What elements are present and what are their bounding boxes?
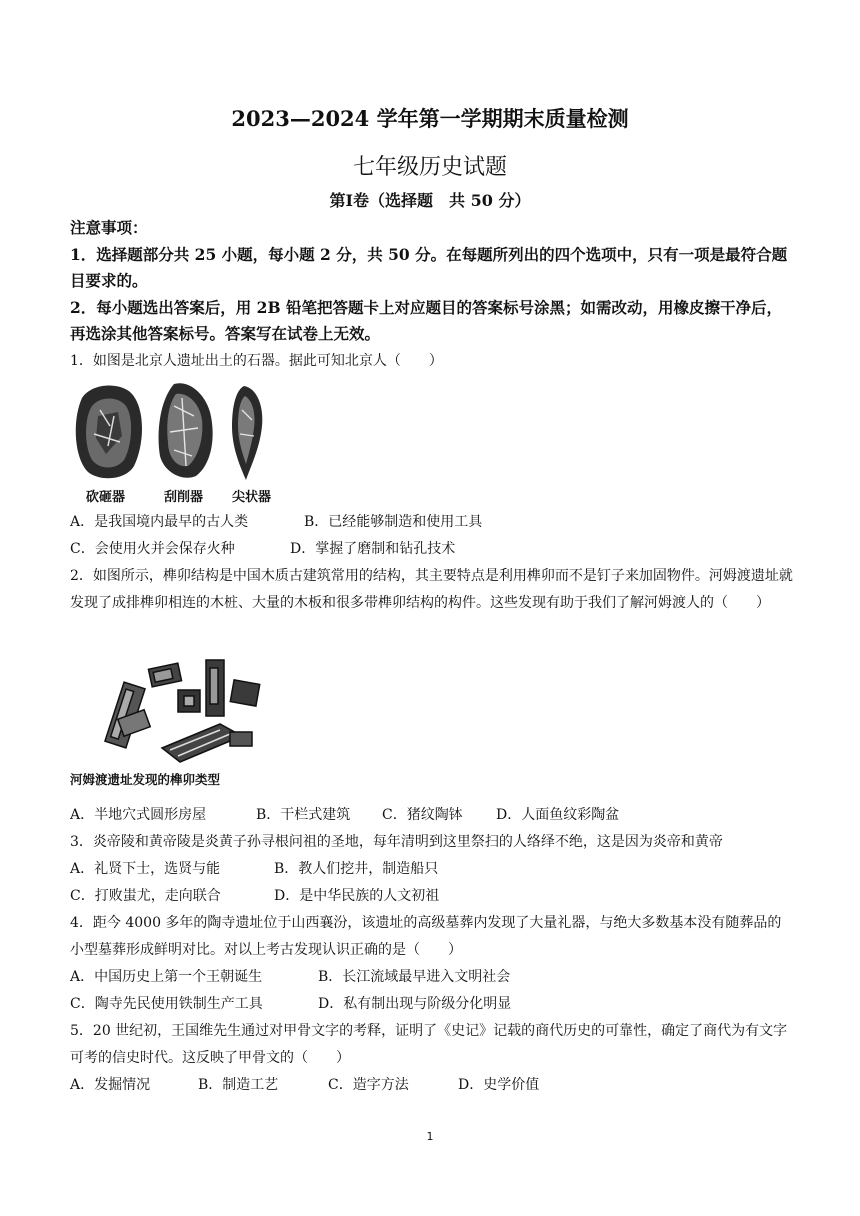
question-3-option-c[interactable]: C．打败蚩尤，走向联合	[70, 888, 221, 904]
question-5-option-a[interactable]: A．发掘情况	[70, 1077, 151, 1093]
question-3-option-d[interactable]: D．是中华民族的人文初祖	[274, 888, 440, 904]
question-2-option-d[interactable]: D．人面鱼纹彩陶盆	[496, 807, 620, 823]
question-1-stem: 1．如图是北京人遗址出土的石器。据此可知北京人（ ）	[70, 353, 443, 369]
question-1-options	[70, 509, 794, 563]
stone-tools-figure	[70, 376, 290, 504]
instruction-1: 1．选择题部分共 25 小题，每小题 2 分，共 50 分。在每题所列出的四个选项中，只有一项是最符合题目要求的。	[70, 244, 788, 290]
question-1-option-c[interactable]: C．会使用火并会保存火种	[70, 541, 235, 557]
mortise-tenon-image	[70, 652, 270, 772]
question-2-options	[70, 802, 794, 829]
question-3-stem: 3．炎帝陵和黄帝陵是炎黄子孙寻根问祖的圣地，每年清明到这里祭扫的人络绎不绝，这是因为炎帝和黄帝	[70, 834, 723, 850]
question-5-option-c[interactable]: C．造字方法	[328, 1077, 409, 1093]
question-4-option-c[interactable]: C．陶寺先民使用铁制生产工具	[70, 996, 263, 1012]
question-5-option-b[interactable]: B．制造工艺	[198, 1077, 279, 1093]
figure-label-point: 尖状器	[232, 490, 272, 505]
question-4-option-d[interactable]: D．私有制出现与阶级分化明显	[318, 996, 512, 1012]
question-5-option-d[interactable]: D．史学价值	[458, 1077, 540, 1093]
instruction-2: 2．每小题选出答案后，用 2B 铅笔把答题卡上对应题目的答案标号涂黑；如需改动，用橡皮擦干净后，再选涂其他答案标号。答案写在试卷上无效。	[70, 297, 782, 343]
question-2-option-c[interactable]: C．猪纹陶钵	[382, 807, 463, 823]
question-1-option-a[interactable]: A．是我国境内最早的古人类	[70, 514, 249, 530]
question-4-option-b[interactable]: B．长江流域最早进入文明社会	[318, 969, 511, 985]
question-5-stem: 5．20 世纪初，王国维先生通过对甲骨文字的考释，证明了《史记》记载的商代历史的可靠性，确定了商代为有文字可考的信史时代。这反映了甲骨文的（ ）	[70, 1023, 788, 1066]
question-4-options	[70, 964, 794, 1018]
question-2-stem: 2．如图所示，榫卯结构是中国木质古建筑常用的结构，其主要特点是利用榫卯而不是钉子来加固物件。河姆渡遗址就发现了成排榫卯相连的木桩、大量的木板和很多带榫卯结构的构件。这些发现有助于我们了解河姆渡人的（ ）	[70, 568, 793, 611]
figure-label-chopper: 砍砸器	[86, 490, 126, 505]
figure-caption-mortise: 河姆渡遗址发现的榫卯类型	[70, 772, 221, 787]
question-3-option-a[interactable]: A．礼贤下士，选贤与能	[70, 861, 221, 877]
page-number: 1	[426, 1130, 434, 1143]
question-5-options	[70, 1072, 794, 1099]
question-2-option-b[interactable]: B．干栏式建筑	[256, 807, 351, 823]
exam-title: 2023—2024 学年第一学期期末质量检测	[231, 106, 629, 131]
stone-tools-image	[70, 376, 290, 504]
instructions-heading: 注意事项：	[70, 218, 148, 237]
question-1-option-d[interactable]: D．掌握了磨制和钻孔技术	[290, 541, 456, 557]
mortise-tenon-figure	[70, 652, 270, 794]
exam-subtitle: 七年级历史试题	[352, 155, 507, 180]
question-4-stem: 4．距今 4000 多年的陶寺遗址位于山西襄汾，该遗址的高级墓葬内发现了大量礼器，与绝大多数基本没有随葬品的小型墓葬形成鲜明对比。对以上考古发现认识正确的是（ ）	[70, 915, 782, 958]
instructions	[70, 215, 794, 348]
figure-label-scraper: 刮削器	[164, 490, 204, 505]
section-heading: 第Ⅰ卷（选择题 共 50 分）	[329, 191, 531, 210]
question-3-option-b[interactable]: B．教人们挖井，制造船只	[274, 861, 439, 877]
question-4-option-a[interactable]: A．中国历史上第一个王朝诞生	[70, 969, 263, 985]
question-1-option-b[interactable]: B．已经能够制造和使用工具	[304, 514, 483, 530]
question-2-option-a[interactable]: A．半地穴式圆形房屋	[70, 807, 207, 823]
question-3-options	[70, 856, 794, 910]
